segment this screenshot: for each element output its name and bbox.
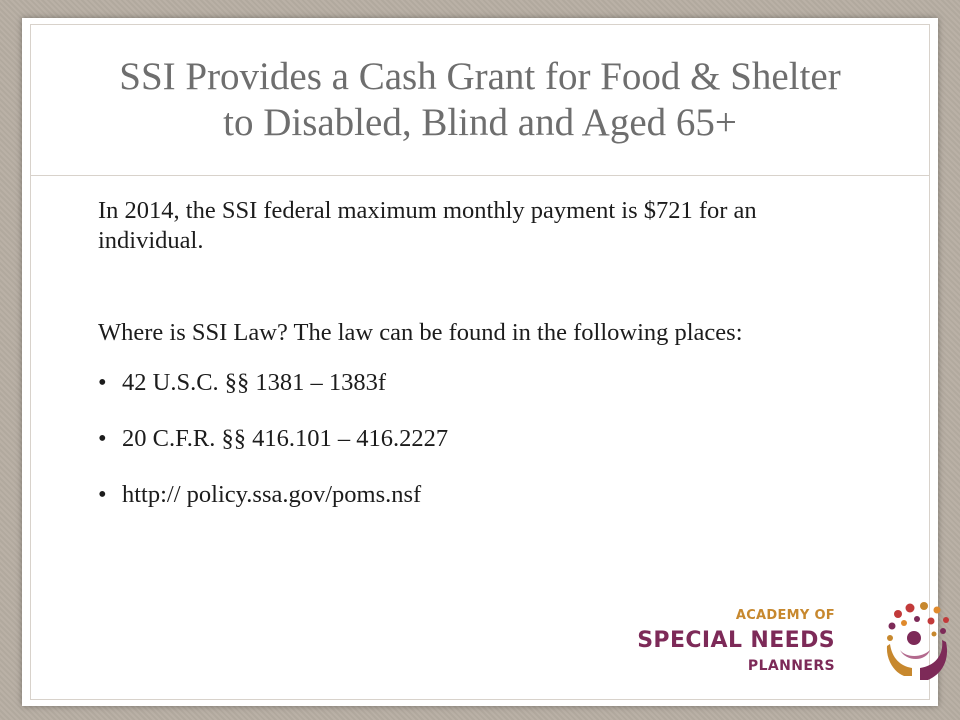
hands-dots-icon <box>884 600 954 682</box>
slide-title: SSI Provides a Cash Grant for Food & Shelter to Disabled, Blind and Aged 65+ <box>119 55 841 144</box>
payment-paragraph: In 2014, the SSI federal maximum monthly payment is $721 for an individual. <box>98 197 757 254</box>
logo-line-academy: ACADEMY OF <box>735 608 835 623</box>
logo-line-special-needs: SPECIAL NEEDS <box>637 628 835 653</box>
slide-body <box>98 196 858 536</box>
bullet-text: 42 U.S.C. §§ 1381 – 1383f <box>122 369 387 396</box>
list-item-usc <box>98 368 858 398</box>
academy-logo <box>637 588 942 688</box>
bullet-text: http:// policy.ssa.gov/poms.nsf <box>122 481 422 508</box>
law-paragraph: Where is SSI Law? The law can be found in the following places: <box>98 319 743 346</box>
slide <box>22 18 938 706</box>
bullet-icon: • <box>98 425 107 452</box>
list-item-cfr <box>98 424 858 454</box>
title-area <box>31 25 929 176</box>
bullet-icon: • <box>98 481 107 508</box>
logo-line-planners: PLANNERS <box>747 658 835 674</box>
bullet-text: 20 C.F.R. §§ 416.101 – 416.2227 <box>122 425 449 452</box>
bullet-icon: • <box>98 369 107 396</box>
list-item-url <box>98 480 858 510</box>
law-citation-list <box>98 368 858 510</box>
